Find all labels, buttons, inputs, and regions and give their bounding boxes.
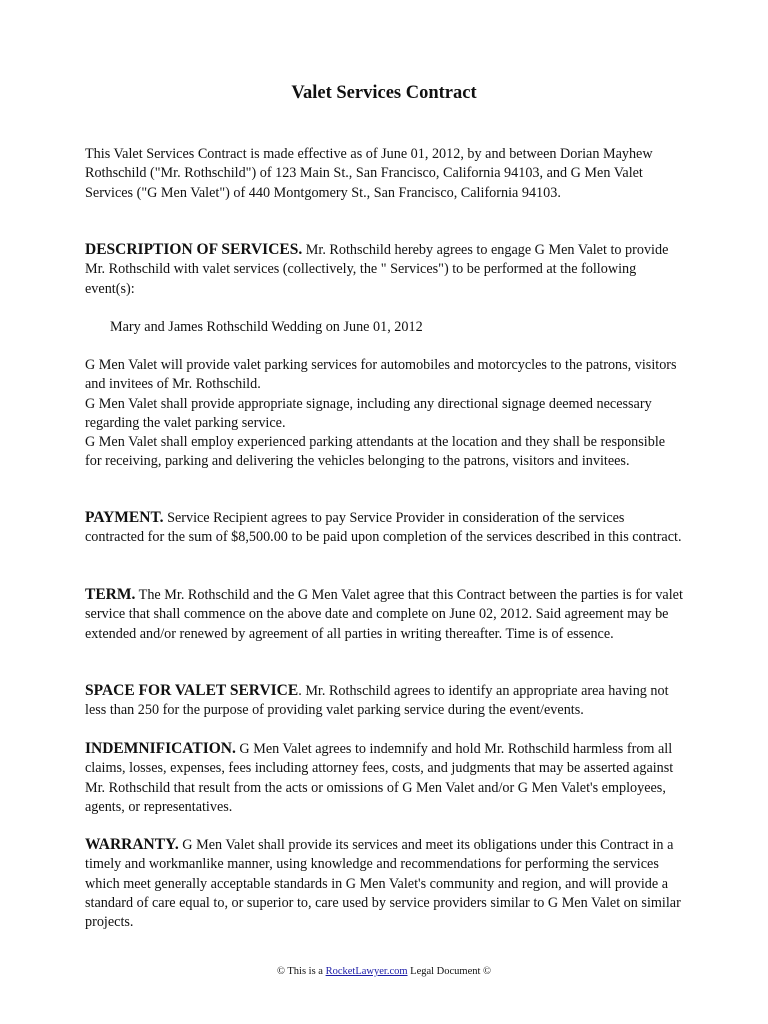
- description-body: Mr. Rothschild hereby agrees to engage G Men Valet to provide Mr. Rothschild with valet services (collectively, the " Services") to be performed at the following event(s):: [85, 242, 669, 297]
- document-title: Valet Services Contract: [291, 83, 477, 103]
- payment-section: [85, 508, 685, 548]
- footer-prefix: © This is a: [276, 966, 326, 977]
- warranty-section: [85, 835, 685, 932]
- warranty-heading: WARRANTY.: [85, 836, 179, 853]
- intro-paragraph: This Valet Services Contract is made effective as of June 01, 2012, by and between Dorian Mayhew Rothschild ("Mr. Rothschild") of 123 Main St., San Francisco, California 94103, and G Men Valet Services ("G Men Valet") of 440 Montgomery St., San Francisco, California 94103.: [85, 146, 653, 201]
- indemnification-body: G Men Valet agrees to indemnify and hold Mr. Rothschild harmless from all claims, losses, expenses, fees including attorney fees, costs, and judgments that may be asserted against Mr. Rothschild that result from the acts or omissions of G Men Valet and/or G Men Valet's employees, agents, or representatives.: [85, 741, 674, 815]
- footer-suffix: Legal Document ©: [407, 966, 492, 977]
- term-heading: TERM.: [85, 586, 136, 603]
- detail-item: G Men Valet will provide valet parking services for automobiles and motorcycles to the patrons, visitors and invitees of Mr. Rothschild.: [85, 357, 677, 393]
- rocketlawyer-link[interactable]: RocketLawyer.com: [325, 966, 408, 977]
- description-heading: DESCRIPTION OF SERVICES.: [85, 241, 303, 258]
- payment-heading: PAYMENT.: [85, 509, 164, 526]
- payment-body: Service Recipient agrees to pay Service Provider in consideration of the services contracted for the sum of $8,500.00 to be paid upon completion of the services described in this contract.: [85, 510, 682, 546]
- warranty-body: G Men Valet shall provide its services and meet its obligations under this Contract in a timely and workmanlike manner, using knowledge and recommendations for performing the services which meet generally acceptable standards in G Men Valet's community and region, and will provide a standard of care equal to, or superior to, care used by service providers similar to G Men Valet on similar projects.: [85, 837, 681, 931]
- event-line: Mary and James Rothschild Wedding on June 01, 2012: [110, 319, 423, 335]
- indemnification-heading: INDEMNIFICATION.: [85, 740, 236, 757]
- term-section: [85, 585, 685, 644]
- service-details: [85, 356, 685, 472]
- document-footer: [0, 966, 768, 977]
- space-heading: SPACE FOR VALET SERVICE: [85, 682, 299, 699]
- space-section: [85, 681, 685, 721]
- description-section: [85, 240, 685, 299]
- space-body: . Mr. Rothschild agrees to identify an appropriate area having not less than 250 for the purpose of providing valet parking service during the event/events.: [85, 683, 669, 719]
- detail-item: G Men Valet shall provide appropriate signage, including any directional signage deemed necessary regarding the valet parking service.: [85, 395, 652, 431]
- detail-item: G Men Valet shall employ experienced parking attendants at the location and they shall be responsible for receiving, parking and delivering the vehicles belonging to the patrons, visitors and invitees.: [85, 434, 666, 470]
- term-body: The Mr. Rothschild and the G Men Valet agree that this Contract between the parties is for valet service that shall commence on the above date and complete on June 02, 2012. Said agreement may be extended and/or renewed by agreement of all parties in writing thereafter. Time is of essence.: [85, 587, 683, 642]
- indemnification-section: [85, 739, 685, 817]
